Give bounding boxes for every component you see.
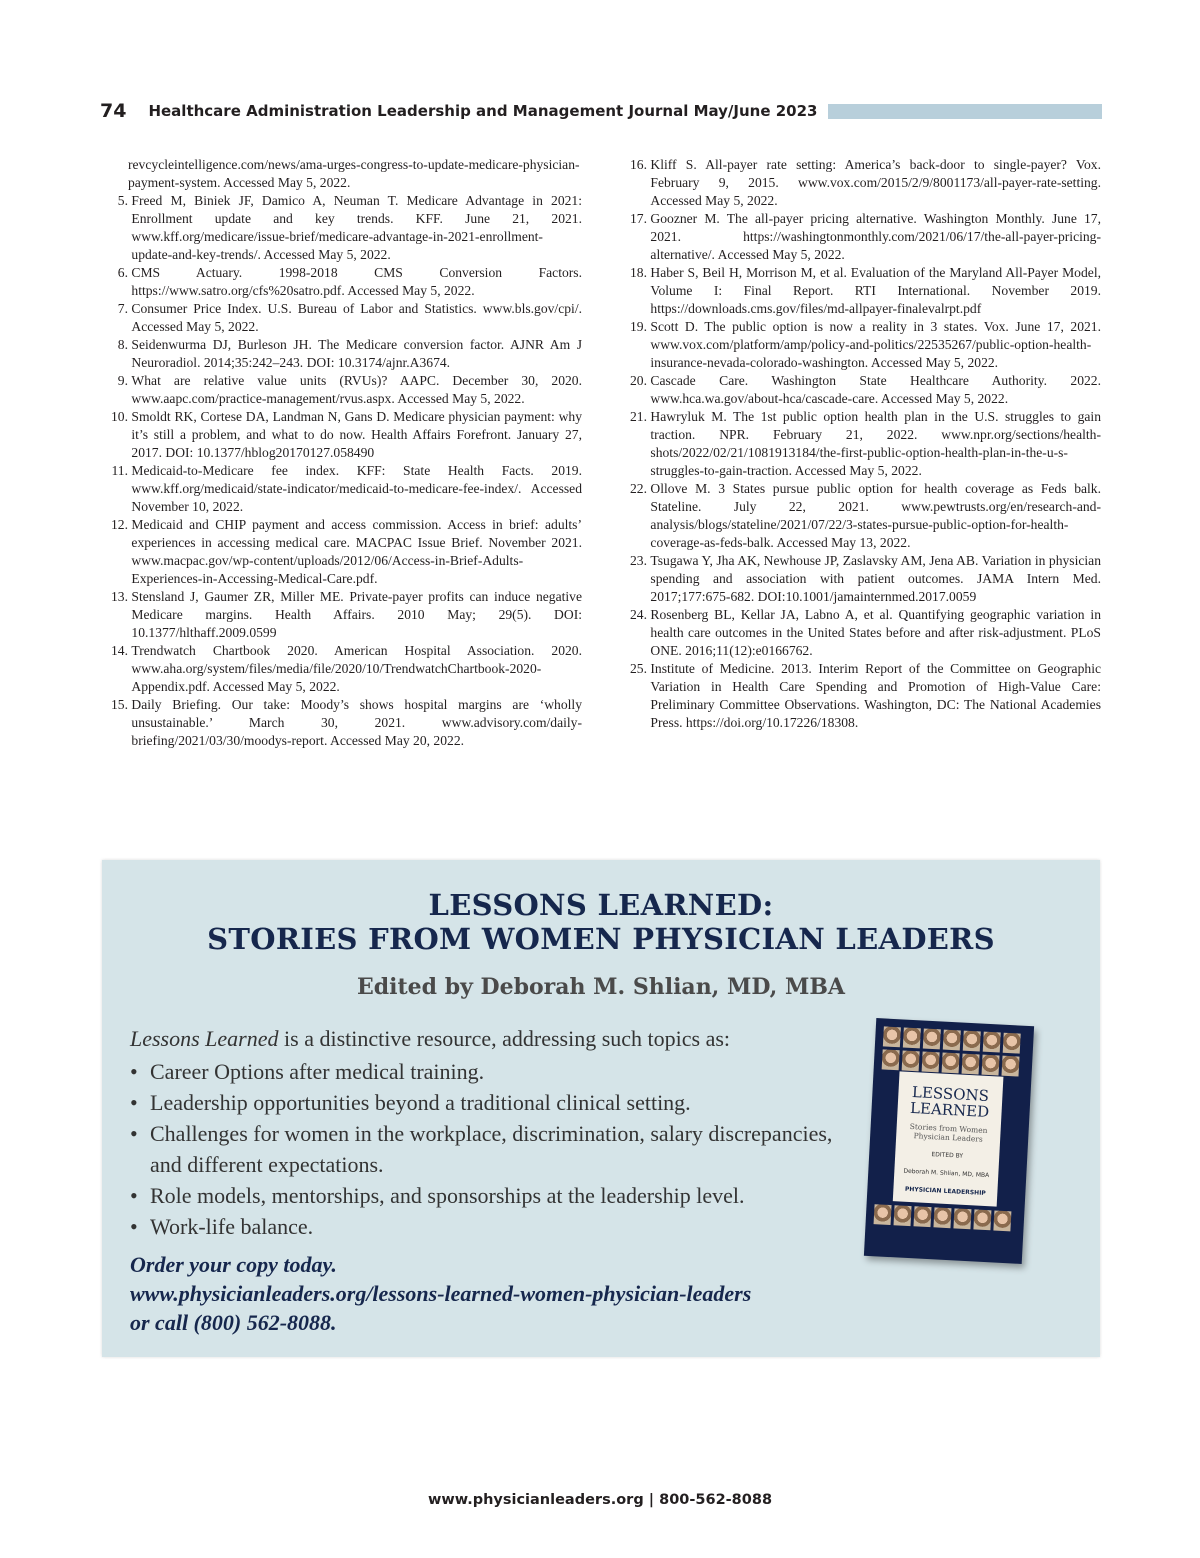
reference-text: Ollove M. 3 States pursue public option for health coverage as Feds balk. Stateline. July 22, 2021. www.pewtrusts.org/en/research-and-analysis/blogs/stateline/2021/07/22/3-states-pursue-public-option-for-health-coverage-as-feds-balk. Accessed May 13, 2022.: [650, 481, 1101, 550]
ad-call-to-action: [130, 1250, 751, 1337]
reference-number: 19.: [630, 319, 647, 334]
reference-number: 8.: [117, 337, 128, 352]
page-number: 74: [100, 100, 127, 122]
reference-number: 17.: [630, 211, 647, 226]
reference-number: 24.: [630, 607, 647, 622]
reference-item: [100, 516, 582, 588]
reference-text: Tsugawa Y, Jha AK, Newhouse JP, Zaslavsky AM, Jena AB. Variation in physician spending and association with patient outcomes. JAMA Intern Med. 2017;177:675-682. DOI:10.1001/jamainternmed.2017.0059: [650, 553, 1101, 604]
reference-number: 23.: [630, 553, 647, 568]
reference-number: 16.: [630, 157, 647, 172]
reference-number: 18.: [630, 265, 647, 280]
journal-title: Healthcare Administration Leadership and Management Journal May/June 2023: [148, 102, 818, 120]
reference-number: 9.: [117, 373, 128, 388]
reference-text: Goozner M. The all-payer pricing alternative. Washington Monthly. June 17, 2021. https://washingtonmonthly.com/2021/06/17/the-all-payer-pricing-alternative/. Accessed May 5, 2022.: [650, 211, 1101, 262]
book-cover-panel: [893, 1071, 1004, 1206]
reference-text: revcycleintelligence.com/news/ama-urges-congress-to-update-medicare-physician-payment-system. Accessed May 5, 2022.: [128, 157, 580, 190]
reference-text: Institute of Medicine. 2013. Interim Report of the Committee on Geographic Variation in Health Care Spending and Promotion of High-Value Care: Preliminary Committee Observations. Washington, DC: The National Academies Press. https://doi.org/10.17226/18308.: [650, 661, 1101, 730]
reference-text: Medicaid-to-Medicare fee index. KFF: State Health Facts. 2019. www.kff.org/medicaid/state-indicator/medicaid-to-medicare-fee-index/. Accessed November 10, 2022.: [131, 463, 582, 514]
reference-item: [100, 696, 582, 750]
reference-text: Cascade Care. Washington State Healthcare Authority. 2022. www.hca.wa.gov/about-hca/cascade-care. Accessed May 5, 2022.: [650, 373, 1101, 406]
reference-item: [619, 318, 1101, 372]
reference-text: Consumer Price Index. U.S. Bureau of Labor and Statistics. www.bls.gov/cpi/. Accessed May 5, 2022.: [131, 301, 582, 334]
ad-cta-phone: or call (800) 562-8088.: [130, 1310, 337, 1335]
book-cover-photos-top: [882, 1026, 1026, 1076]
reference-text: Stensland J, Gaumer ZR, Miller ME. Private-payer profits can induce negative Medicare margins. Health Affairs. 2010 May; 29(5). DOI: 10.1377/hlthaff.2009.0599: [131, 589, 582, 640]
reference-number: 22.: [630, 481, 647, 496]
ad-title-line2: STORIES FROM WOMEN PHYSICIAN LEADERS: [207, 922, 995, 956]
book-cover-logo: PHYSICIAN LEADERSHIP: [904, 1185, 986, 1197]
reference-text: Haber S, Beil H, Morrison M, et al. Evaluation of the Maryland All-Payer Model, Volume I: Final Report. RTI International. November 2019. https://downloads.cms.gov/files/md-allpayer-finalevalrpt.pdf: [650, 265, 1101, 316]
book-cover-editor: Deborah M. Shlian, MD, MBA: [903, 1167, 990, 1180]
reference-item: [100, 642, 582, 696]
ad-topic-item: • Role models, mentorships, and sponsorships at the leadership level.: [130, 1180, 850, 1211]
reference-number: 10.: [111, 409, 128, 424]
reference-text: Kliff S. All-payer rate setting: America’s back-door to single-payer? Vox. February 9, 2015. www.vox.com/2015/2/9/8001173/all-payer-rate-setting. Accessed May 5, 2022.: [650, 157, 1101, 208]
reference-number: 12.: [111, 517, 128, 532]
reference-text: Rosenberg BL, Kellar JA, Labno A, et al. Quantifying geographic variation in health care outcomes in the United States before and after risk-adjustment. PLoS ONE. 2016;11(12):e0166762.: [650, 607, 1101, 658]
reference-item: [100, 588, 582, 642]
page-footer: www.physicianleaders.org | 800-562-8088: [427, 1492, 773, 1508]
reference-item: [100, 300, 582, 336]
reference-text: Medicaid and CHIP payment and access commission. Access in brief: adults’ experiences in accessing medical care. MACPAC Issue Brief. November 2021. www.macpac.gov/wp-content/uploads/2012/06/Access-in-Brief-Adults-Experiences-in-Accessing-Medical-Care.pdf.: [131, 517, 582, 586]
reference-item: [100, 156, 582, 192]
reference-item: [100, 264, 582, 300]
ad-title: [102, 888, 1100, 956]
reference-item: [619, 372, 1101, 408]
ad-intro-book-title: Lessons Learned: [130, 1026, 279, 1051]
reference-number: 6.: [117, 265, 128, 280]
ad-cta-link[interactable]: www.physicianleaders.org/lessons-learned-women-physician-leaders: [130, 1281, 752, 1306]
reference-item: [619, 264, 1101, 318]
reference-number: 15.: [111, 697, 128, 712]
book-cover-photos-bottom: [874, 1204, 1017, 1231]
reference-item: [100, 462, 582, 516]
ad-topic-list: [130, 1056, 850, 1242]
reference-text: Trendwatch Chartbook 2020. American Hospital Association. 2020. www.aha.org/system/files/media/file/2020/10/TrendwatchChartbook-2020-Appendix.pdf. Accessed May 5, 2022.: [131, 643, 582, 694]
reference-text: Freed M, Biniek JF, Damico A, Neuman T. Medicare Advantage in 2021: Enrollment update and key trends. KFF. June 21, 2021. www.kff.org/medicare/issue-brief/medicare-advantage-in-2021-enrollment-update-and-key-trends/. Accessed May 5, 2022.: [131, 193, 582, 262]
reference-item: [619, 552, 1101, 606]
reference-number: 5.: [117, 193, 128, 208]
book-advertisement: [102, 860, 1100, 1357]
ad-intro-text: is a distinctive resource, addressing such topics as:: [278, 1026, 731, 1051]
book-cover-title: LESSONS LEARNED: [909, 1083, 990, 1122]
reference-number: 25.: [630, 661, 647, 676]
reference-item: [619, 156, 1101, 210]
reference-item: [619, 480, 1101, 552]
ad-cta-order: Order your copy today.: [130, 1252, 337, 1277]
reference-item: [100, 372, 582, 408]
reference-number: 20.: [630, 373, 647, 388]
reference-number: 21.: [630, 409, 647, 424]
reference-item: [619, 660, 1101, 732]
reference-text: Seidenwurma DJ, Burleson JH. The Medicare conversion factor. AJNR Am J Neuroradiol. 2014;35:242–243. DOI: 10.3174/ajnr.A3674.: [131, 337, 582, 370]
references-left-column: [100, 156, 582, 750]
reference-item: [100, 336, 582, 372]
reference-number: 7.: [117, 301, 128, 316]
reference-text: Smoldt RK, Cortese DA, Landman N, Gans D. Medicare physician payment: why it’s still a problem, and what to do now. Health Affairs Forefront. January 27, 2017. DOI: 10.1377/hblog20170127.058490: [131, 409, 582, 460]
ad-intro: [130, 1026, 730, 1052]
reference-text: What are relative value units (RVUs)? AAPC. December 30, 2020. www.aapc.com/practice-management/rvus.aspx. Accessed May 5, 2022.: [131, 373, 582, 406]
page-header: [100, 98, 1102, 124]
ad-title-line1: LESSONS LEARNED:: [428, 888, 774, 922]
ad-topic-item: • Challenges for women in the workplace, discrimination, salary discrepancies, and different expectations.: [130, 1118, 850, 1180]
reference-number: 14.: [111, 643, 128, 658]
ad-topic-item: • Career Options after medical training.: [130, 1056, 850, 1087]
reference-item: [619, 606, 1101, 660]
reference-text: Daily Briefing. Our take: Moody’s shows hospital margins are ‘wholly unsustainable.’ March 30, 2021. www.advisory.com/daily-briefing/2021/03/30/moodys-report. Accessed May 20, 2022.: [131, 697, 582, 748]
ad-topic-item: • Work-life balance.: [130, 1211, 850, 1242]
ad-editor: Edited by Deborah M. Shlian, MD, MBA: [357, 974, 845, 1000]
book-cover-image: [864, 1018, 1034, 1264]
header-rule-bar: [828, 104, 1103, 119]
reference-text: CMS Actuary. 1998-2018 CMS Conversion Factors. https://www.satro.org/cfs%20satro.pdf. Accessed May 5, 2022.: [131, 265, 582, 298]
book-cover-subtitle: Stories from Women Physician Leaders: [909, 1121, 988, 1144]
reference-item: [619, 408, 1101, 480]
reference-number: 13.: [111, 589, 128, 604]
reference-item: [100, 192, 582, 264]
book-cover-edited-by: EDITED BY: [931, 1151, 964, 1160]
reference-number: 11.: [111, 463, 128, 478]
references-right-column: [619, 156, 1101, 732]
ad-topic-item: • Leadership opportunities beyond a traditional clinical setting.: [130, 1087, 850, 1118]
reference-item: [100, 408, 582, 462]
reference-item: [619, 210, 1101, 264]
reference-text: Hawryluk M. The 1st public option health plan in the U.S. struggles to gain traction. NPR. February 21, 2022. www.npr.org/sections/health-shots/2022/02/21/1081913184/the-first-public-option-health-plan-in-the-u-s-struggles-to-gain-traction. Accessed May 5, 2022.: [650, 409, 1101, 478]
reference-text: Scott D. The public option is now a reality in 3 states. Vox. June 17, 2021. www.vox.com/platform/amp/policy-and-politics/22535267/public-option-health-insurance-nevada-colorado-washington. Accessed May 5, 2022.: [650, 319, 1101, 370]
